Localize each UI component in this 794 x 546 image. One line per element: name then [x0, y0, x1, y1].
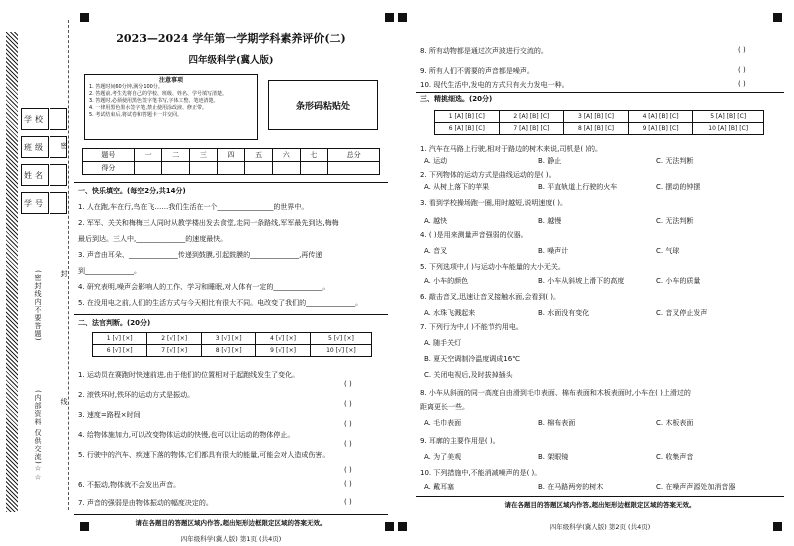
choice-option: A. 毛巾表面 [424, 419, 462, 427]
judge-choice-cell[interactable]: 10 [√] [×] [310, 345, 371, 357]
choice-option: A. 水珠飞溅起来 [424, 309, 476, 317]
binding-strip [6, 32, 18, 512]
binding-margin [0, 18, 70, 528]
choice-option: C. 无法判断 [656, 217, 694, 225]
school-input[interactable] [50, 108, 67, 130]
note-item: 5. 考试结束后,将试卷和答题卡一并交回。 [89, 112, 182, 118]
note-item: 4. 一律用黑色墨水签字笔,禁止使用涂改液、修正带。 [89, 105, 207, 111]
registration-mark-top-left [80, 13, 89, 22]
score-cell[interactable] [190, 162, 218, 175]
answer-parentheses[interactable]: ( ) [344, 440, 352, 448]
choice-cell[interactable]: 10 [A] [B] [C] [693, 123, 764, 135]
judge-item: 10. 现代生活中,发电的方式只有火力发电一种。 [420, 81, 569, 89]
internal-note: (内部资料 仅供交流)☆☆ [34, 390, 42, 483]
fill-item: 1. 人在跑,车在行,鸟在飞……我们生活在一个________________的世界中。 [78, 203, 309, 211]
judge-choice-cell[interactable]: 6 [√] [×] [93, 345, 147, 357]
choice-option: A. 音叉 [424, 247, 448, 255]
score-header-cell: 题号 [83, 149, 135, 162]
fill-item: 最后到达。三人中,______________的速度最快。 [78, 235, 228, 243]
score-header-cell: 七 [300, 149, 328, 162]
page-number: 四年级科学(冀人版) 第1页 (共4页) [180, 535, 282, 543]
answer-parentheses[interactable]: ( ) [344, 380, 352, 388]
fill-item: 3. 声音由耳朵、______________传递到鼓膜,引起鼓膜的______________,再传递 [78, 251, 323, 259]
choice-cell[interactable]: 2 [A] [B] [C] [499, 111, 564, 123]
section-divider [74, 314, 388, 315]
answer-parentheses[interactable]: ( ) [344, 480, 352, 488]
choice-option: A. 戴耳塞 [424, 483, 455, 491]
choice-question: 7. 下列行为中,( )不能节约用电。 [420, 323, 523, 331]
judge-item: 6. 不振动,物体就不会发出声音。 [78, 481, 181, 489]
judge-item: 9. 所有人们不需要的声音都是噪声。 [420, 67, 534, 75]
choice-option: A. 运动 [424, 157, 448, 165]
answer-parentheses[interactable]: ( ) [344, 498, 352, 506]
judge-item: 1. 运动员在赛跑时快速前进,由于他们的位置相对于起跑线发生了变化。 [78, 371, 300, 379]
score-cell[interactable] [300, 162, 328, 175]
judge-choice-cell[interactable]: 3 [√] [×] [201, 333, 255, 345]
choice-question: 2. 下列物体的运动方式是曲线运动的是( )。 [420, 171, 556, 179]
section-divider [74, 514, 388, 515]
choice-question: 8. 小车从斜面的同一高度自由滑到毛巾表面、棉布表面和木板表面时,小车在( )上滑过的 [420, 389, 691, 397]
choice-option: C. 无法判断 [656, 157, 694, 165]
choice-option: C. 小车的质量 [656, 277, 701, 285]
side-field-school: 学校 [21, 108, 49, 130]
choice-option: B. 在马路两旁的树木 [538, 483, 604, 491]
seal-char-feng: 封 [60, 270, 68, 278]
judge-item: 3. 速度=路程×时间 [78, 411, 141, 419]
choice-cell[interactable]: 9 [A] [B] [C] [628, 123, 693, 135]
answer-area-notice: 请在各题目的答题区域内作答,超出矩形边框限定区域的答案无效。 [504, 501, 696, 509]
score-cell[interactable] [245, 162, 273, 175]
score-header-cell: 四 [217, 149, 245, 162]
number-input[interactable] [50, 192, 67, 214]
choice-option: C. 音叉停止发声 [656, 309, 708, 317]
judge-answer-grid [92, 332, 372, 357]
registration-mark-top-middle-right [398, 13, 407, 22]
score-cell[interactable] [217, 162, 245, 175]
choice-cell[interactable]: 7 [A] [B] [C] [499, 123, 564, 135]
choice-cell[interactable]: 3 [A] [B] [C] [564, 111, 629, 123]
choice-cell[interactable]: 6 [A] [B] [C] [435, 123, 500, 135]
answer-parentheses[interactable]: ( ) [738, 66, 746, 74]
section-divider [74, 182, 388, 183]
registration-mark-top-middle-left [385, 13, 394, 22]
score-header-cell: 一 [134, 149, 162, 162]
judge-choice-cell[interactable]: 5 [√] [×] [310, 333, 371, 345]
choice-option: B. 小车从斜坡上滑下的高度 [538, 277, 625, 285]
grid-row [435, 123, 764, 135]
side-field-name: 姓名 [21, 164, 49, 186]
score-cell[interactable] [328, 162, 380, 175]
judge-item: 4. 给物体施加力,可以改变物体运动的快慢,也可以让运动的物体停止。 [78, 431, 295, 439]
judge-item: 8. 所有动物都是通过次声波进行交流的。 [420, 47, 548, 55]
choice-question: 6. 敲击音叉,迅速让音叉接触水面,会看到( )。 [420, 293, 561, 301]
barcode-area: 条形码粘贴处 [268, 80, 378, 130]
choice-option: C. 收集声音 [656, 453, 694, 461]
judge-choice-cell[interactable]: 9 [√] [×] [256, 345, 310, 357]
fill-item: 到______________。 [78, 267, 141, 275]
choice-option: C. 在噪声声源处加消音器 [656, 483, 736, 491]
section3-title: 三、精挑细选。(20分) [420, 95, 493, 103]
choice-question: 3. 看到学校操场跑一圈,用时越短,说明速度( )。 [420, 199, 568, 207]
choice-option: A. 为了美观 [424, 453, 462, 461]
score-row [83, 162, 380, 175]
choice-option: B. 架眼镜 [538, 453, 569, 461]
score-row-label: 得分 [83, 162, 135, 175]
choice-option: A. 小车的颜色 [424, 277, 469, 285]
score-header-row [83, 149, 380, 162]
choice-option: A. 越快 [424, 217, 448, 225]
seal-dashed-line [68, 20, 69, 510]
score-header-cell: 三 [190, 149, 218, 162]
choice-option: B. 越慢 [538, 217, 562, 225]
choice-option: C. 气球 [656, 247, 680, 255]
choice-answer-grid [434, 110, 764, 135]
answer-area-notice: 请在各题目的答题区域内作答,超出矩形边框限定区域的答案无效。 [135, 519, 327, 527]
choice-cell[interactable]: 1 [A] [B] [C] [435, 111, 500, 123]
choice-option: B. 静止 [538, 157, 562, 165]
score-header-cell: 总分 [328, 149, 380, 162]
answer-parentheses[interactable]: ( ) [344, 466, 352, 474]
seal-char-xian: 线 [60, 398, 68, 406]
judge-choice-cell[interactable]: 7 [√] [×] [147, 345, 201, 357]
score-cell[interactable] [162, 162, 190, 175]
note-item: 1. 答题时间60分钟,满分100分。 [89, 84, 163, 90]
judge-choice-cell[interactable]: 1 [√] [×] [93, 333, 147, 345]
score-header-cell: 五 [245, 149, 273, 162]
exam-subtitle: 四年级科学(冀人版) [188, 55, 274, 66]
answer-parentheses[interactable]: ( ) [344, 420, 352, 428]
seal-char-mi: 密 [60, 142, 68, 150]
choice-question: 9. 耳廓的主要作用是( )。 [420, 437, 500, 445]
judge-choice-cell[interactable]: 4 [√] [×] [256, 333, 310, 345]
grid-row [93, 345, 372, 357]
choice-question: 5. 下列选项中,( )与运动小车能量的大小无关。 [420, 263, 565, 271]
judge-item: 2. 滚铁环时,铁环的运动方式是振动。 [78, 391, 195, 399]
exam-title: 2023—2024 学年第一学期学科素养评价(二) [116, 32, 346, 45]
side-field-class: 班级 [21, 136, 49, 158]
note-item: 3. 答题时,必须使用黑色签字笔书写,字体工整、笔迹清楚。 [89, 98, 219, 104]
section-divider [416, 496, 784, 497]
notes-title: 注意事项 [158, 77, 183, 84]
answer-parentheses[interactable]: ( ) [738, 80, 746, 88]
fill-item: 4. 研究表明,噪声会影响人的工作、学习和睡眠,对人体有一定的______________。 [78, 283, 330, 291]
choice-question-cont: 距离更长一些。 [420, 403, 469, 411]
note-item: 2. 答题前,考生先将自己的学校、班级、姓名、学号填写清楚。 [89, 91, 227, 97]
judge-choice-cell[interactable]: 2 [√] [×] [147, 333, 201, 345]
grid-row [435, 111, 764, 123]
choice-cell[interactable]: 4 [A] [B] [C] [628, 111, 693, 123]
choice-cell[interactable]: 8 [A] [B] [C] [564, 123, 629, 135]
answer-parentheses[interactable]: ( ) [738, 46, 746, 54]
score-header-cell: 六 [272, 149, 300, 162]
registration-mark-bottom-middle-right [398, 522, 407, 531]
judge-item: 7. 声音的强弱是由物体振动的幅度决定的。 [78, 499, 213, 507]
choice-question: 10. 下列措施中,不能消减噪声的是( )。 [420, 469, 542, 477]
choice-option: C. 摆动的钟摆 [656, 183, 701, 191]
choice-option: A. 随手关灯 [424, 339, 462, 347]
choice-option: B. 噪声计 [538, 247, 569, 255]
choice-option: A. 从树上落下的苹果 [424, 183, 490, 191]
page-1 [74, 22, 388, 543]
section-divider [416, 92, 784, 93]
fill-item: 2. 军军、关关和梅梅三人同时从教学楼出发去食堂,走同一条路线,军军最先到达,梅梅 [78, 219, 339, 227]
name-input[interactable] [50, 164, 67, 186]
grid-row [93, 333, 372, 345]
choice-cell[interactable]: 5 [A] [B] [C] [693, 111, 764, 123]
choice-option: B. 棉布表面 [538, 419, 576, 427]
exam-notes-box [84, 74, 258, 140]
fill-item: 5. 在没用电之前,人们的生活方式与今天相比有很大不同。电改变了我们的______________。 [78, 299, 363, 307]
score-header-cell: 二 [162, 149, 190, 162]
choice-option: B. 水面没有变化 [538, 309, 590, 317]
judge-item: 5. 行驶中的汽车、疾速下落的物体,它们都具有很大的能量,可能会对人造成伤害。 [78, 451, 330, 459]
registration-mark-top-right [773, 13, 782, 22]
judge-choice-cell[interactable]: 8 [√] [×] [201, 345, 255, 357]
score-cell[interactable] [272, 162, 300, 175]
choice-option: C. 关闭电视后,及时拔掉插头 [424, 371, 513, 379]
score-table [82, 148, 380, 175]
choice-option: B. 夏天空调制冷温度调成16℃ [424, 355, 521, 363]
side-field-number: 学号 [21, 192, 49, 214]
choice-option: C. 木板表面 [656, 419, 694, 427]
choice-question: 4. ( )是用来测量声音强弱的仪器。 [420, 231, 528, 239]
section2-title: 二、法官判断。(20分) [78, 319, 151, 327]
section1-title: 一、快乐填空。(每空2分,共14分) [78, 187, 186, 195]
page-number: 四年级科学(冀人版) 第2页 (共4页) [549, 523, 651, 531]
seal-warning: (密封线内不要答题) [34, 270, 42, 342]
score-cell[interactable] [134, 162, 162, 175]
choice-question: 1. 汽车在马路上行驶,相对于路边的树木来说,司机是( )的。 [420, 145, 603, 153]
choice-option: B. 平直轨道上行驶的火车 [538, 183, 618, 191]
answer-parentheses[interactable]: ( ) [344, 400, 352, 408]
